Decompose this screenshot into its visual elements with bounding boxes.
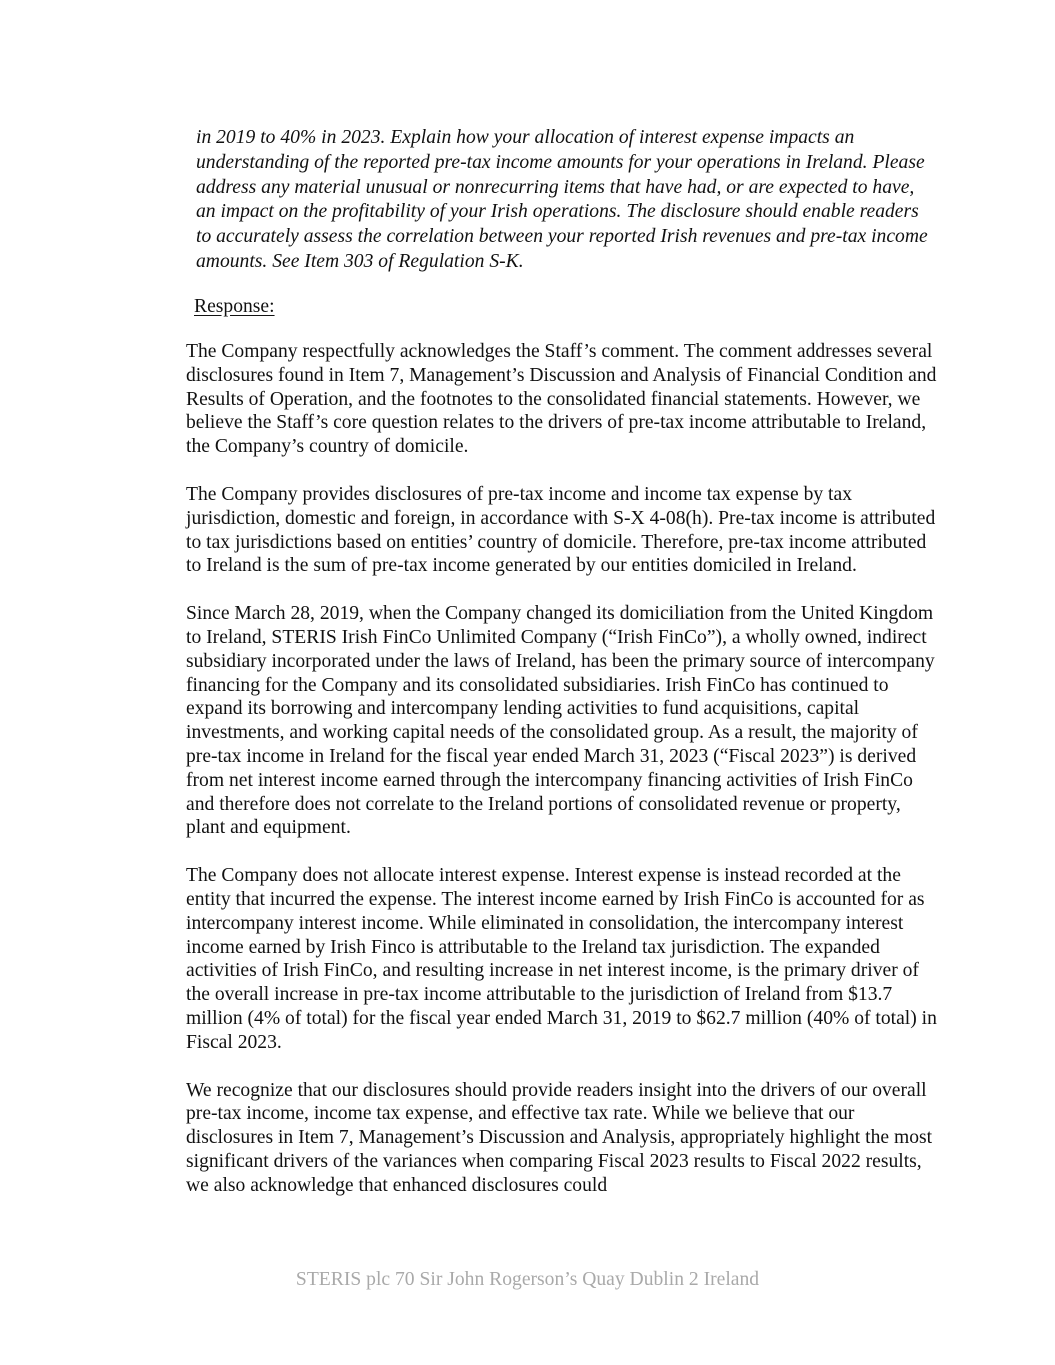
staff-comment-text: in 2019 to 40% in 2023. Explain how your allocation of interest expense impacts an understanding of the reported pre-tax income amounts for your operations in Ireland. Please address any material unusual or nonrecurring items that have had, or are expected to have, an impact on the profitability of your Irish operations. The disclosure should enable readers to accurately assess the correlation between your reported Irish revenues and pre-tax income amounts. See Item 303 of Regulation S-K. [196,127,928,272]
response-paragraph-acknowledgement: The Company respectfully acknowledges the Staff’s comment. The comment addresses several disclosures found in Item 7, Management’s Discussion and Analysis of Financial Condition and Results of Operation, and the footnotes to the consolidated financial statements. However, we believe the Staff’s core question relates to the drivers of pre-tax income attributable to Ireland, the Company’s country of domicile. [186,341,937,458]
response-heading: Response: [194,296,275,317]
response-paragraph-interest-expense: The Company does not allocate interest expense. Interest expense is instead recorded at the entity that incurred the expense. The interest income earned by Irish FinCo is accounted for as intercompany interest income. While eliminated in consolidation, the intercompany interest income earned by Irish Finco is attributable to the Ireland tax jurisdiction. The expanded activities of Irish FinCo, and resulting increase in net interest income, is the primary driver of the overall increase in pre-tax income attributable to the jurisdiction of Ireland from $13.7 million (4% of total) for the fiscal year ended March 31, 2019 to $62.7 million (40% of total) in Fiscal 2023. [186,865,937,1053]
response-paragraph-disclosures: The Company provides disclosures of pre-tax income and income tax expense by tax jurisdiction, domestic and foreign, in accordance with S-X 4-08(h). Pre-tax income is attributed to tax jurisdictions based on entities’ country of domicile. Therefore, pre-tax income attributed to Ireland is the sum of pre-tax income generated by our entities domiciled in Ireland. [186,483,936,577]
response-paragraph-recognition: We recognize that our disclosures should provide readers insight into the drivers of our overall pre-tax income, income tax expense, and effective tax rate. While we believe that our disclosures in Item 7, Management’s Discussion and Analysis, appropriately highlight the most significant drivers of the variances when comparing Fiscal 2023 results to Fiscal 2022 results, we also acknowledge that enhanced disclosures could [186,1079,933,1196]
response-body [186,340,938,1222]
footer-address: STERIS plc 70 Sir John Rogerson’s Quay Dublin 2 Ireland [295,1269,760,1290]
response-paragraph-irish-finco: Since March 28, 2019, when the Company changed its domiciliation from the United Kingdom to Ireland, STERIS Irish FinCo Unlimited Company (“Irish FinCo”), a wholly owned, indirect subsidiary incorporated under the laws of Ireland, has been the primary source of intercompany financing for the Company and its consolidated subsidiaries. Irish FinCo has continued to expand its borrowing and intercompany lending activities to fund acquisitions, capital investments, and working capital needs of the consolidated group. As a result, the majority of pre-tax income in Ireland for the fiscal year ended March 31, 2023 (“Fiscal 2023”) is derived from net interest income earned through the intercompany financing activities of Irish FinCo and therefore does not correlate to the Ireland portions of consolidated revenue or property, plant and equipment. [186,603,935,839]
page-footer [0,1268,1055,1292]
